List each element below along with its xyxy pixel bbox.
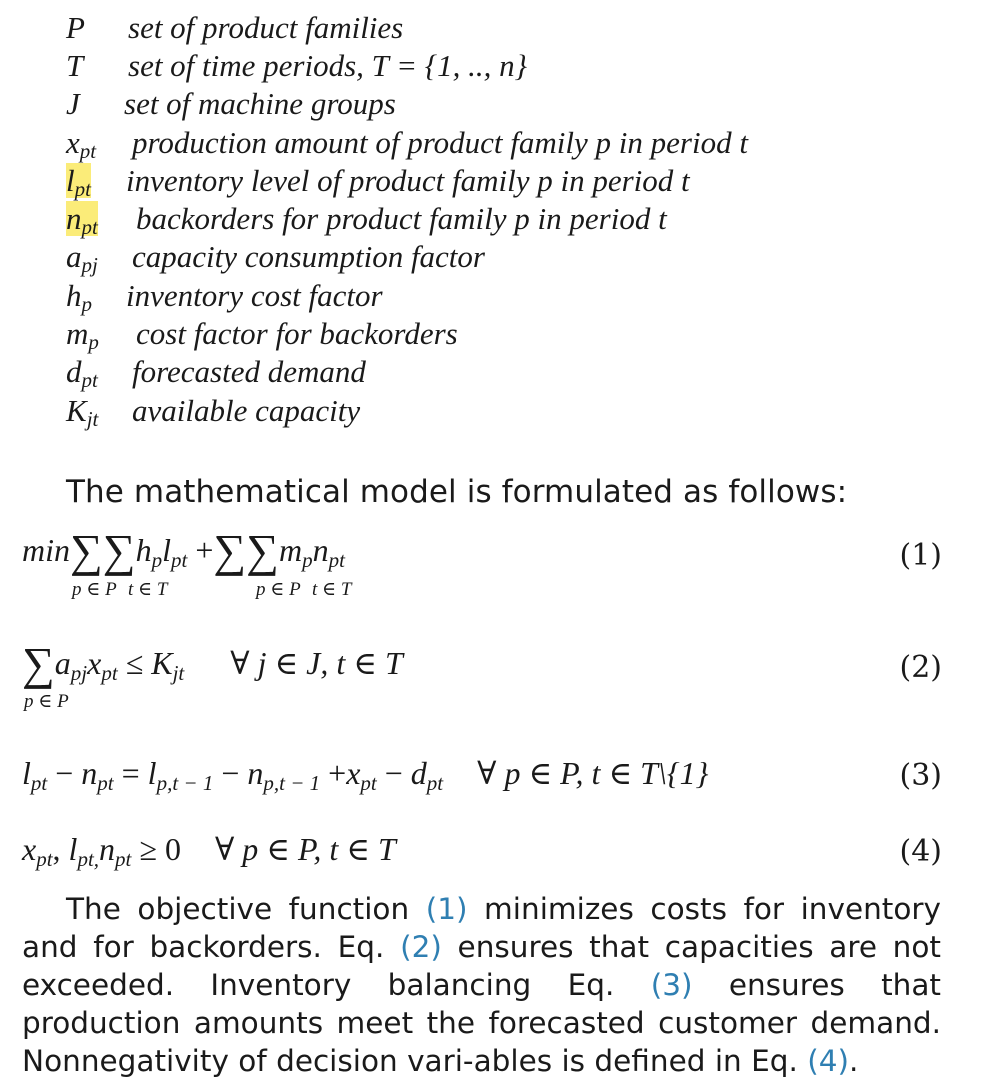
nomenclature-item [66, 238, 485, 276]
sum-limit: p ∈ P [24, 691, 69, 712]
symbol: $K_{jt}$ [66, 393, 99, 431]
definition: production amount of product family p in period t [132, 125, 748, 160]
nomenclature-item [66, 85, 396, 123]
definition: inventory level of product family p in period t [126, 163, 690, 198]
symbol: $x_{pt}$ [66, 125, 97, 163]
definition: set of time periods, T = {1, .., n} [128, 48, 528, 83]
nomenclature-item [66, 353, 366, 391]
definition: set of machine groups [124, 86, 396, 121]
sum-limit: p ∈ P [256, 579, 301, 600]
definition: inventory cost factor [126, 278, 383, 313]
equation-1-body: $\min\sum\sum h_pl_{pt} +\sum\sum m_pn_{pt}$ [22, 525, 345, 576]
equation-number: (2) [899, 650, 942, 685]
symbol: J [66, 86, 80, 121]
equation-number: (3) [899, 758, 942, 793]
symbol: $d_{pt}$ [66, 354, 98, 392]
equation-3-body: $l_{pt} - n_{pt} = l_{p,t - 1} - n_{p,t - 1} +x_{pt} - d_{pt}$ ∀ p ∈ P, t ∈ T\{1} [22, 755, 709, 795]
equation-2 [22, 640, 942, 720]
definition: capacity consumption factor [132, 239, 485, 274]
equation-4 [22, 828, 942, 878]
definition: forecasted demand [132, 354, 366, 389]
equation-ref-3[interactable]: (3) [650, 968, 693, 1002]
equation-1 [22, 525, 942, 608]
definition: available capacity [132, 393, 361, 428]
nomenclature-item [66, 124, 748, 162]
symbol: P [66, 10, 85, 45]
definition: set of product families [128, 10, 404, 45]
equation-ref-2[interactable]: (2) [400, 930, 442, 964]
symbol: $a_{pj}$ [66, 239, 98, 277]
nomenclature-item [66, 9, 403, 47]
highlight-mark: $n_{pt}$ [66, 201, 98, 239]
equation-ref-4[interactable]: (4) [807, 1044, 850, 1078]
intro-sentence: The mathematical model is formulated as follows: [66, 474, 848, 510]
nomenclature-item [66, 392, 360, 430]
equation-4-body: $x_{pt}$, $l_{pt,}n_{pt} \ge 0$ ∀ p ∈ P, t ∈ T [22, 831, 396, 871]
definition: cost factor for backorders [136, 316, 458, 351]
symbol: $h_p$ [66, 278, 92, 316]
equation-number: (4) [899, 834, 942, 869]
equation-number: (1) [899, 538, 942, 573]
sum-limit: t ∈ T [312, 579, 352, 600]
equation-ref-1[interactable]: (1) [425, 892, 468, 926]
sum-limit: t ∈ T [128, 579, 168, 600]
symbol: $m_p$ [66, 316, 99, 354]
highlight-mark: $l_{pt}$ [66, 163, 91, 201]
equation-3 [22, 752, 942, 802]
definition: backorders for product family p in period t [136, 201, 667, 236]
sum-limit: p ∈ P [72, 579, 117, 600]
symbol: T [66, 48, 84, 83]
symbol [66, 200, 136, 238]
symbol [66, 162, 126, 200]
nomenclature-item [66, 47, 527, 85]
equation-2-body: $\sum a_{pj}x_{pt} \le K_{jt}$ ∀ j ∈ J, t ∈ T [22, 638, 403, 689]
nomenclature-item [66, 315, 458, 353]
nomenclature-item [66, 277, 383, 315]
nomenclature-item [66, 162, 690, 200]
explanation-paragraph: The objective function (1) minimizes costs for inventory and for backorders. Eq. (2) ensures that capacities are not exceeded. Inventory balancing Eq. (3) ensures that production amounts meet the forecasted customer demand. Nonnegativity of decision vari-ables is defined in Eq. (4). [22, 892, 941, 1078]
nomenclature-item [66, 200, 667, 238]
